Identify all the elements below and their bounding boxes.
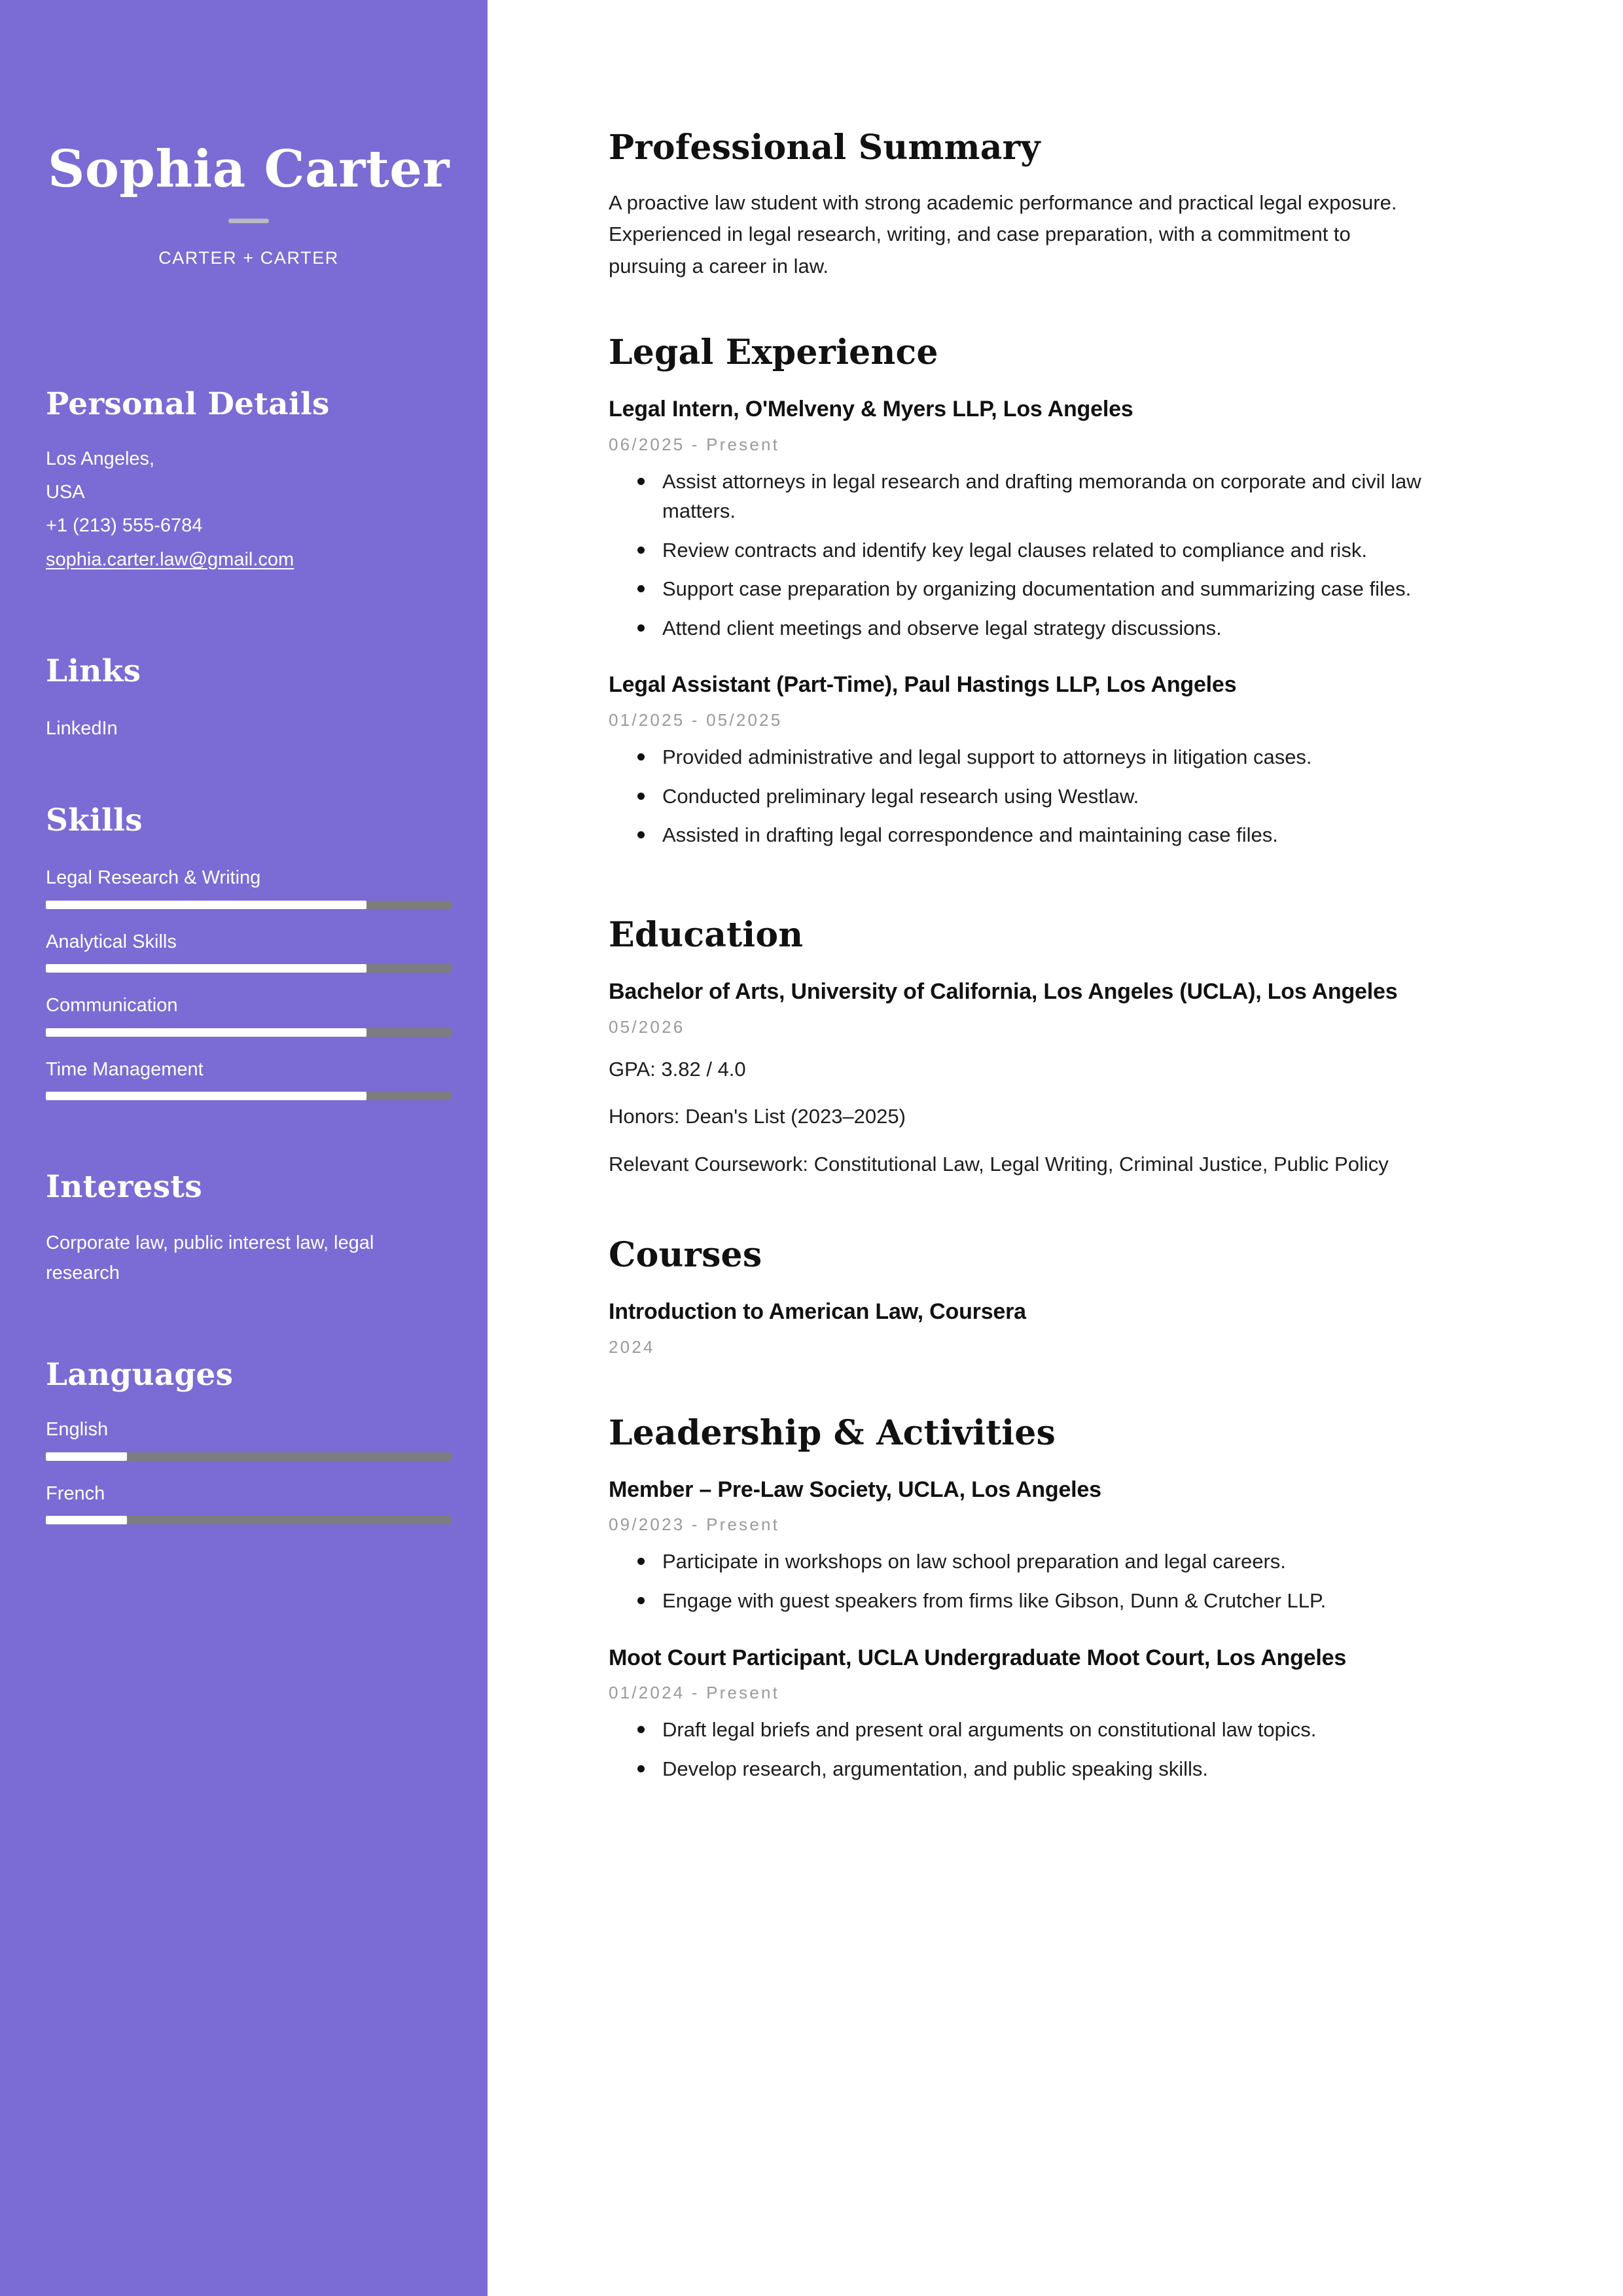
language-level-bar [46, 1516, 452, 1524]
bullet-item: Attend client meetings and observe legal strategy discussions. [662, 613, 1433, 643]
language-item [46, 1480, 452, 1525]
courses-heading: Courses [609, 1235, 762, 1276]
sidebar [0, 0, 488, 2296]
education-section [609, 916, 1433, 1179]
skill-level-bar [46, 964, 452, 973]
interests-section [46, 1169, 452, 1287]
language-item [46, 1416, 452, 1461]
interests-heading: Interests [46, 1169, 202, 1206]
personal-details-list [46, 444, 452, 575]
bullet-item: Support case preparation by organizing documentation and summarizing case files. [662, 574, 1433, 604]
education-title: Bachelor of Arts, University of California, Los Angeles (UCLA), Los Angeles [609, 978, 1398, 1004]
language-label: English [46, 1418, 109, 1440]
language-level-bar [46, 1452, 452, 1461]
skill-label: Communication [46, 995, 178, 1016]
education-honors: Honors: Dean's List (2023–2025) [609, 1105, 906, 1128]
skill-item [46, 929, 452, 973]
course-date: 2024 [609, 1336, 655, 1357]
skill-item [46, 992, 452, 1037]
languages-heading: Languages [46, 1356, 234, 1393]
education-coursework: Relevant Coursework: Constitutional Law, Legal Writing, Criminal Justice, Public Policy [609, 1152, 1389, 1175]
name-divider [228, 219, 269, 223]
leadership-heading: Leadership & Activities [609, 1412, 1056, 1453]
name-block [46, 0, 452, 268]
course-entry [609, 1297, 1433, 1357]
skill-label: Analytical Skills [46, 931, 177, 952]
skill-item [46, 1056, 452, 1101]
legal-experience-section [609, 333, 1433, 850]
education-entry [609, 977, 1433, 1179]
personal-details-section [46, 386, 452, 575]
interests-text: Corporate law, public interest law, legal research [46, 1232, 374, 1283]
leadership-date: 01/2024 - Present [609, 1683, 780, 1703]
skills-heading: Skills [46, 802, 143, 839]
language-label: French [46, 1482, 105, 1504]
legal-experience-heading: Legal Experience [609, 332, 938, 372]
bullet-item: Draft legal briefs and present oral arguments on constitutional law topics. [662, 1715, 1433, 1745]
experience-bullets [609, 742, 1433, 850]
skill-level-fill [46, 1028, 366, 1037]
bullet-item: Assisted in drafting legal correspondence and maintaining case files. [662, 820, 1433, 850]
leadership-entry [609, 1643, 1433, 1784]
experience-entry [609, 670, 1433, 850]
leadership-entry [609, 1475, 1433, 1616]
skill-level-bar [46, 901, 452, 909]
experience-bullets [609, 467, 1433, 643]
bullet-item: Review contracts and identify key legal clauses related to compliance and risk. [662, 535, 1433, 565]
professional-summary-section [609, 128, 1433, 282]
links-list [46, 714, 452, 744]
bullet-item: Provided administrative and legal support to attorneys in litigation cases. [662, 742, 1433, 772]
leadership-bullets [609, 1715, 1433, 1784]
experience-entry [609, 395, 1433, 643]
leadership-section [609, 1414, 1433, 1784]
leadership-bullets [609, 1547, 1433, 1615]
course-title: Introduction to American Law, Coursera [609, 1299, 1026, 1324]
main-content [488, 0, 1623, 2296]
skills-section [46, 802, 452, 1100]
bullet-item: Engage with guest speakers from firms like Gibson, Dunn & Crutcher LLP. [662, 1586, 1433, 1616]
links-section [46, 653, 452, 744]
bullet-item: Participate in workshops on law school preparation and legal careers. [662, 1547, 1433, 1577]
bullet-item: Assist attorneys in legal research and drafting memoranda on corporate and civil law matters. [662, 467, 1433, 526]
education-date: 05/2026 [609, 1016, 685, 1037]
skill-level-fill [46, 901, 366, 909]
personal-details-heading: Personal Details [46, 386, 330, 422]
skill-label: Legal Research & Writing [46, 867, 261, 889]
skill-level-fill [46, 964, 366, 973]
skill-item [46, 865, 452, 909]
bullet-item: Develop research, argumentation, and public speaking skills. [662, 1754, 1433, 1784]
links-heading: Links [46, 653, 141, 689]
detail-city: Los Angeles, [46, 448, 155, 469]
language-level-fill [46, 1516, 127, 1524]
link-linkedin[interactable]: LinkedIn [46, 717, 118, 739]
skill-level-bar [46, 1092, 452, 1100]
skill-label: Time Management [46, 1058, 204, 1080]
leadership-date: 09/2023 - Present [609, 1515, 780, 1535]
professional-summary-heading: Professional Summary [609, 128, 1041, 168]
detail-phone[interactable]: +1 (213) 555-6784 [46, 515, 203, 537]
experience-date: 01/2025 - 05/2025 [609, 710, 783, 730]
skills-list [46, 865, 452, 1100]
experience-title: Legal Assistant (Part-Time), Paul Hastings LLP, Los Angeles [609, 672, 1237, 698]
leadership-title: Moot Court Participant, UCLA Undergraduate Moot Court, Los Angeles [609, 1645, 1347, 1670]
experience-title: Legal Intern, O'Melveny & Myers LLP, Los Angeles [609, 396, 1133, 422]
skill-level-fill [46, 1092, 366, 1100]
skill-level-bar [46, 1028, 452, 1037]
experience-date: 06/2025 - Present [609, 434, 780, 454]
professional-summary-text: A proactive law student with strong academic performance and practical legal exposure. Experienced in legal research, writing, and case preparation, with a commitment to pursuing a career in law. [609, 190, 1397, 278]
language-level-fill [46, 1452, 127, 1461]
courses-section [609, 1236, 1433, 1357]
detail-country: USA [46, 482, 85, 503]
education-gpa: GPA: 3.82 / 4.0 [609, 1057, 746, 1081]
languages-section [46, 1357, 452, 1524]
candidate-tagline: CARTER + CARTER [158, 247, 339, 268]
detail-email[interactable]: sophia.carter.law@gmail.com [46, 548, 294, 570]
leadership-title: Member – Pre-Law Society, UCLA, Los Angeles [609, 1477, 1101, 1502]
candidate-name: Sophia Carter [48, 139, 450, 199]
bullet-item: Conducted preliminary legal research using Westlaw. [662, 781, 1433, 812]
languages-list [46, 1416, 452, 1524]
education-heading: Education [609, 914, 804, 955]
